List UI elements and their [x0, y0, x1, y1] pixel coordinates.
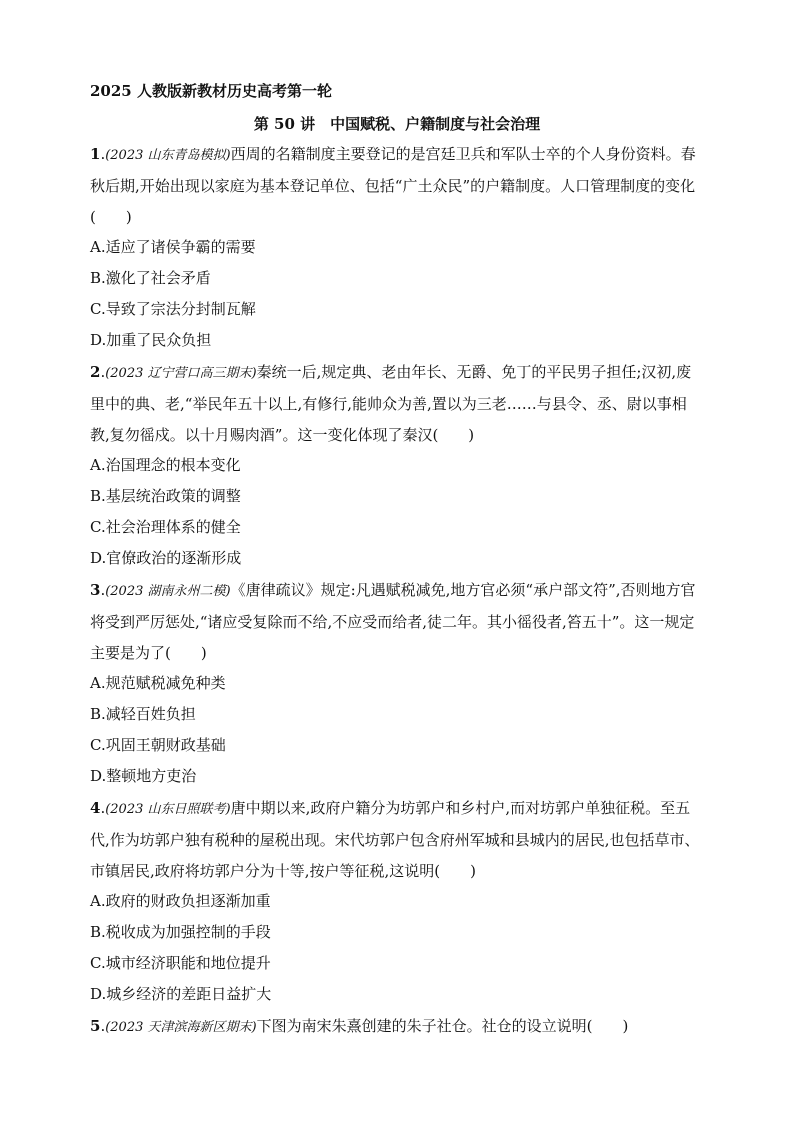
option-d: D.加重了民众负担: [90, 331, 212, 349]
question-number: 1: [90, 145, 101, 163]
question-1-stem: 1.(2023 山东青岛模拟)西周的名籍制度主要登记的是宫廷卫兵和军队士卒的个人身份资料。春秋后期,开始出现以家庭为基本登记单位、包括“广土众民”的户籍制度。人口管理制度的变化( ): [90, 145, 696, 226]
document-header: 2025 人教版新教材历史高考第一轮: [90, 82, 332, 100]
option-c: C.社会治理体系的健全: [90, 518, 241, 536]
option-a: A.治国理念的根本变化: [90, 456, 241, 474]
option-c: C.巩固王朝财政基础: [90, 736, 226, 754]
question-source: (2023 天津滨海新区期末): [105, 1020, 257, 1035]
option-a: A.规范赋税减免种类: [90, 674, 226, 692]
option-a: A.适应了诸侯争霸的需要: [90, 238, 256, 256]
option-b: B.激化了社会矛盾: [90, 269, 211, 287]
question-text: 《唐律疏议》规定:凡遇赋税减免,地方官必须“承户部文符”,否则地方官将受到严厉惩处,“诸应受复除而不给,不应受而给者,徒二年。其小徭役者,笞五十”。这一规定主要是为了( ): [90, 581, 696, 662]
question-source: (2023 山东日照联考): [105, 802, 231, 817]
question-3-stem: 3.(2023 湖南永州二模)《唐律疏议》规定:凡遇赋税减免,地方官必须“承户部文符”,否则地方官将受到严厉惩处,“诸应受复除而不给,不应受而给者,徒二年。其小徭役者,笞五十”。这一规定主要是为了( ): [90, 581, 696, 662]
question-number: 2: [90, 363, 101, 381]
option-a: A.政府的财政负担逐渐加重: [90, 892, 271, 910]
lesson-title: 第 50 讲 中国赋税、户籍制度与社会治理: [253, 115, 541, 133]
question-number: 3: [90, 581, 101, 599]
option-b: B.基层统治政策的调整: [90, 487, 241, 505]
question-4-stem: 4.(2023 山东日照联考)唐中期以来,政府户籍分为坊郭户和乡村户,而对坊郭户单独征税。至五代,作为坊郭户独有税种的屋税出现。宋代坊郭户包含府州军城和县城内的居民,也包括草市、市镇居民,政府将坊郭户分为十等,按户等征税,这说明( ): [90, 799, 700, 880]
question-source: (2023 山东青岛模拟): [105, 148, 231, 163]
option-d: D.城乡经济的差距日益扩大: [90, 985, 272, 1003]
option-d: D.整顿地方吏治: [90, 767, 197, 785]
question-source: (2023 湖南永州二模): [105, 584, 231, 599]
question-source: (2023 辽宁营口高三期末): [105, 366, 257, 381]
option-c: C.导致了宗法分封制瓦解: [90, 300, 256, 318]
question-number: 5: [90, 1017, 101, 1035]
question-text: 秦统一后,规定典、老由年长、无爵、免丁的平民男子担任;汉初,废里中的典、老,“举民年五十以上,有修行,能帅众为善,置以为三老……与县令、丞、尉以事相教,复勿徭戍。以十月赐肉酒”。这一变化体现了秦汉( ): [90, 363, 692, 444]
option-c: C.城市经济职能和地位提升: [90, 954, 271, 972]
question-2-stem: 2.(2023 辽宁营口高三期末)秦统一后,规定典、老由年长、无爵、免丁的平民男子担任;汉初,废里中的典、老,“举民年五十以上,有修行,能帅众为善,置以为三老……与县令、丞、尉以事相教,复勿徭戍。以十月赐肉酒”。这一变化体现了秦汉( ): [90, 363, 692, 444]
question-text: 唐中期以来,政府户籍分为坊郭户和乡村户,而对坊郭户单独征税。至五代,作为坊郭户独有税种的屋税出现。宋代坊郭户包含府州军城和县城内的居民,也包括草市、市镇居民,政府将坊郭户分为十等,按户等征税,这说明( ): [90, 799, 700, 880]
option-b: B.税收成为加强控制的手段: [90, 923, 271, 941]
question-text: 西周的名籍制度主要登记的是宫廷卫兵和军队士卒的个人身份资料。春秋后期,开始出现以家庭为基本登记单位、包括“广土众民”的户籍制度。人口管理制度的变化( ): [90, 145, 696, 226]
question-number: 4: [90, 799, 101, 817]
question-text: 下图为南宋朱熹创建的朱子社仓。社仓的设立说明( ): [256, 1017, 629, 1035]
option-d: D.官僚政治的逐渐形成: [90, 549, 242, 567]
question-5-stem: 5.(2023 天津滨海新区期末)下图为南宋朱熹创建的朱子社仓。社仓的设立说明( ): [90, 1017, 629, 1035]
option-b: B.减轻百姓负担: [90, 705, 196, 723]
